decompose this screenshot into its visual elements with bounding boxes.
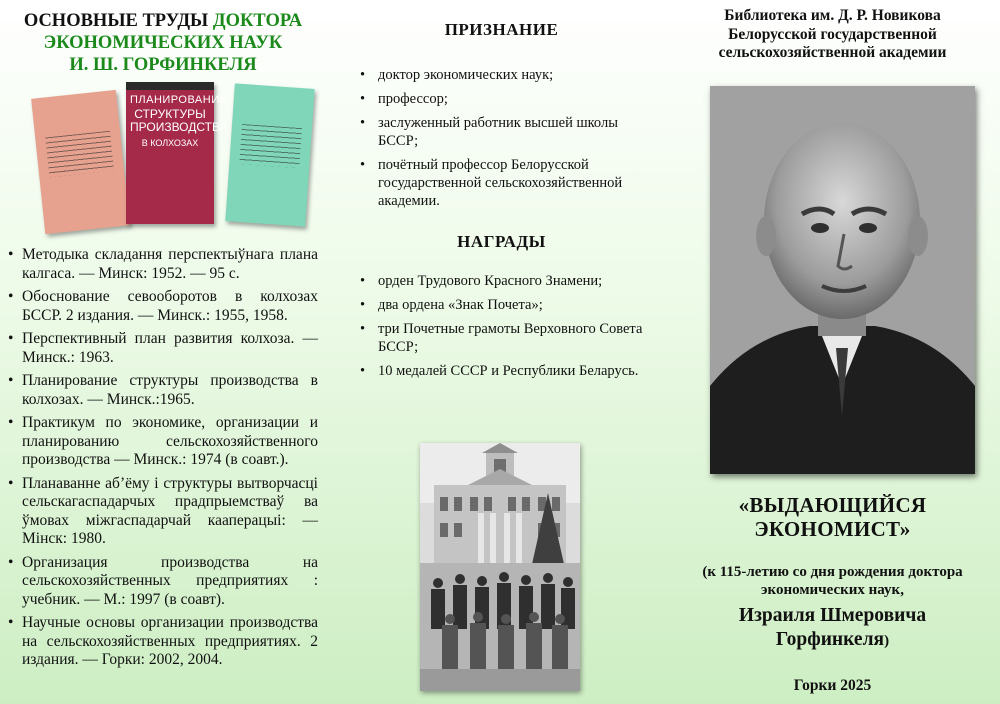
- recognition-item: • доктор экономических наук;: [350, 66, 653, 84]
- award-item: • три Почетные грамоты Верховного Совета БССР;: [350, 320, 653, 356]
- works-heading-line1: ОСНОВНЫЕ ТРУДЫ ДОКТОРА: [23, 11, 303, 31]
- works-heading: [8, 10, 318, 76]
- recognition-list: [350, 66, 653, 210]
- works-heading-line3: И. Ш. ГОРФИНКЕЛЯ: [69, 55, 257, 75]
- award-item: • 10 медалей СССР и Республики Беларусь.: [350, 362, 653, 380]
- awards-heading: НАГРАДЫ: [457, 232, 546, 251]
- right-panel: [665, 0, 1000, 704]
- brochure-title: «ВЫДАЮЩИЙСЯ ЭКОНОМИСТ»: [738, 493, 927, 541]
- person-name: Израиля Шмеровича Горфинкеля): [738, 605, 927, 650]
- middle-panel: [330, 0, 665, 704]
- portrait-photo: [710, 86, 975, 474]
- portrait-illustration: [710, 86, 975, 474]
- awards-list: [350, 272, 653, 380]
- work-item: • Практикум по экономике, организации и планированию сельскохозяйственного производства — Минск.: 1974 (в соавт.).: [8, 414, 318, 470]
- recognition-item: • почётный профессор Белорусской государственной сельскохозяйственной академии.: [350, 156, 653, 210]
- book-cover-2: ПЛАНИРОВАНИЕ СТРУКТУРЫ ПРОИЗВОДСТВА В КОЛХОЗАХ: [126, 82, 214, 224]
- academy-photo-illustration: [420, 443, 580, 691]
- work-item: • Организация производства на сельскохозяйственных предприятиях : учебник. — М.: 1997 (в соавт).: [8, 554, 318, 610]
- work-item: • Планирование структуры производства в колхозах. — Минск.:1965.: [8, 372, 318, 409]
- work-item: • Научные основы организации производства на сельскохозяйственных предприятиях. 2 издания. — Горки: 2002, 2004.: [8, 614, 318, 670]
- book-cover-3: [225, 83, 314, 226]
- works-list: [8, 246, 318, 670]
- recognition-item: • заслуженный работник высшей школы БССР;: [350, 114, 653, 150]
- city-year: Горки 2025: [793, 677, 872, 694]
- work-item: • Методыка складання перспектыўнага плана калгаса. — Минск: 1952. — 95 с.: [8, 246, 318, 283]
- work-item: • Обоснование севооборотов в колхозах БССР. 2 издания. — Минск.: 1955, 1958.: [8, 288, 318, 325]
- book-covers: [8, 84, 318, 244]
- library-heading: Библиотека им. Д. Р. Новикова Белорусской государственной сельскохозяйственной академии: [718, 7, 947, 61]
- book-cover-1: [31, 90, 130, 234]
- brochure-subtitle: (к 115-летию со дня рождения доктора экономических наук,: [702, 564, 963, 598]
- work-item: • Перспективный план развития колхоза. — Минск.: 1963.: [8, 330, 318, 367]
- works-heading-line2: ЭКОНОМИЧЕСКИХ НАУК: [43, 33, 283, 53]
- recognition-heading: ПРИЗНАНИЕ: [444, 20, 559, 39]
- work-item: • Планаванне аб’ёму і структуры вытворчасці сельскагаспадарчых прадпрыемстваў ва ўмовах міжгаспадарчай кааперацыі: — Мінск: 1980.: [8, 475, 318, 549]
- academy-photo: [420, 443, 580, 691]
- award-item: • орден Трудового Красного Знамени;: [350, 272, 653, 290]
- recognition-item: • профессор;: [350, 90, 653, 108]
- left-panel: [0, 0, 330, 704]
- award-item: • два ордена «Знак Почета»;: [350, 296, 653, 314]
